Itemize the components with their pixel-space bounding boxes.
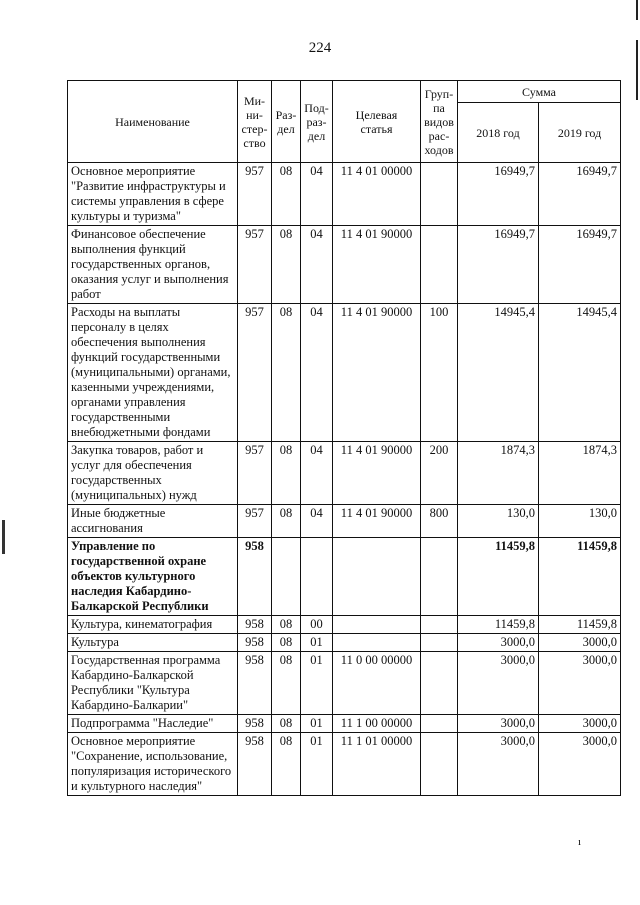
table-row <box>68 163 621 226</box>
header-name: Наименование <box>68 81 238 163</box>
cell-section: 08 <box>272 616 301 634</box>
cell-name: Подпрограмма "Наследие" <box>68 715 238 733</box>
cell-target: 11 0 00 00000 <box>333 652 421 715</box>
cell-ministry: 958 <box>238 634 272 652</box>
cell-name: Управление по государственной охране объектов культурного наследия Кабардино-Балкарской Республики <box>68 538 238 616</box>
cell-ministry: 958 <box>238 733 272 796</box>
table-row <box>68 505 621 538</box>
table-row <box>68 442 621 505</box>
cell-y2019: 3000,0 <box>539 634 621 652</box>
header-year-2018: 2018 год <box>458 103 539 163</box>
cell-y2019: 1874,3 <box>539 442 621 505</box>
cell-ministry: 957 <box>238 304 272 442</box>
cell-y2019: 11459,8 <box>539 616 621 634</box>
cell-ministry: 958 <box>238 715 272 733</box>
cell-subsection: 01 <box>301 733 333 796</box>
cell-section: 08 <box>272 733 301 796</box>
scan-edge-mark <box>2 520 5 554</box>
cell-target <box>333 616 421 634</box>
cell-y2018: 1874,3 <box>458 442 539 505</box>
cell-subsection: 00 <box>301 616 333 634</box>
cell-section <box>272 538 301 616</box>
table-row <box>68 226 621 304</box>
cell-y2018: 3000,0 <box>458 634 539 652</box>
cell-group <box>421 715 458 733</box>
cell-y2018: 130,0 <box>458 505 539 538</box>
cell-name: Иные бюджетные ассигнования <box>68 505 238 538</box>
cell-group: 100 <box>421 304 458 442</box>
cell-subsection: 01 <box>301 652 333 715</box>
header-subsection: Под- раз- дел <box>301 81 333 163</box>
cell-name: Основное мероприятие "Сохранение, использование, популяризация исторического и культурного наследия" <box>68 733 238 796</box>
cell-y2018: 3000,0 <box>458 715 539 733</box>
table-row <box>68 616 621 634</box>
cell-group <box>421 634 458 652</box>
table-row <box>68 715 621 733</box>
cell-group <box>421 733 458 796</box>
cell-group: 800 <box>421 505 458 538</box>
header-group: Груп- па видов рас- ходов <box>421 81 458 163</box>
cell-subsection: 01 <box>301 715 333 733</box>
cell-y2019: 14945,4 <box>539 304 621 442</box>
page-number: 224 <box>308 40 332 56</box>
cell-name: Культура <box>68 634 238 652</box>
cell-name: Основное мероприятие "Развитие инфраструктуры и системы управления в сфере культуры и туризма" <box>68 163 238 226</box>
cell-target: 11 4 01 00000 <box>333 163 421 226</box>
cell-ministry: 957 <box>238 163 272 226</box>
cell-section: 08 <box>272 442 301 505</box>
cell-y2018: 14945,4 <box>458 304 539 442</box>
cell-section: 08 <box>272 226 301 304</box>
cell-subsection: 04 <box>301 442 333 505</box>
cell-ministry: 958 <box>238 538 272 616</box>
cell-subsection: 04 <box>301 505 333 538</box>
cell-ministry: 958 <box>238 616 272 634</box>
cell-section: 08 <box>272 163 301 226</box>
table-row <box>68 538 621 616</box>
cell-ministry: 957 <box>238 442 272 505</box>
cell-section: 08 <box>272 634 301 652</box>
cell-group <box>421 616 458 634</box>
cell-y2019: 130,0 <box>539 505 621 538</box>
cell-target: 11 4 01 90000 <box>333 226 421 304</box>
cell-name: Финансовое обеспечение выполнения функций государственных органов, оказания услуг и выполнения работ <box>68 226 238 304</box>
cell-name: Культура, кинематография <box>68 616 238 634</box>
cell-target: 11 4 01 90000 <box>333 304 421 442</box>
footer-mark: ı <box>578 836 582 848</box>
cell-group <box>421 538 458 616</box>
table-row <box>68 652 621 715</box>
cell-subsection: 04 <box>301 226 333 304</box>
cell-section: 08 <box>272 652 301 715</box>
header-sum: Сумма <box>458 81 621 103</box>
cell-y2019: 16949,7 <box>539 226 621 304</box>
scan-edge-mark <box>636 0 638 20</box>
cell-group <box>421 163 458 226</box>
header-target: Целевая статья <box>333 81 421 163</box>
cell-y2019: 3000,0 <box>539 733 621 796</box>
cell-section: 08 <box>272 715 301 733</box>
table-row <box>68 634 621 652</box>
header-ministry: Ми- ни- стер- ство <box>238 81 272 163</box>
cell-group: 200 <box>421 442 458 505</box>
cell-y2019: 11459,8 <box>539 538 621 616</box>
cell-ministry: 958 <box>238 652 272 715</box>
scan-edge-mark <box>636 40 638 100</box>
cell-y2019: 16949,7 <box>539 163 621 226</box>
cell-ministry: 957 <box>238 505 272 538</box>
cell-group <box>421 652 458 715</box>
header-section: Раз- дел <box>272 81 301 163</box>
cell-y2019: 3000,0 <box>539 715 621 733</box>
cell-target <box>333 634 421 652</box>
cell-y2018: 16949,7 <box>458 226 539 304</box>
cell-target: 11 4 01 90000 <box>333 442 421 505</box>
cell-target: 11 4 01 90000 <box>333 505 421 538</box>
cell-target: 11 1 01 00000 <box>333 733 421 796</box>
table-row <box>68 304 621 442</box>
cell-subsection <box>301 538 333 616</box>
cell-y2018: 16949,7 <box>458 163 539 226</box>
cell-y2018: 3000,0 <box>458 652 539 715</box>
budget-table <box>67 80 621 796</box>
cell-y2018: 11459,8 <box>458 538 539 616</box>
cell-group <box>421 226 458 304</box>
table-row <box>68 733 621 796</box>
cell-name: Расходы на выплаты персоналу в целях обеспечения выполнения функций государственными (муниципальными) органами, казенными учреждениями, органами управления государственными внебюджетными фондами <box>68 304 238 442</box>
cell-subsection: 04 <box>301 163 333 226</box>
cell-subsection: 01 <box>301 634 333 652</box>
cell-target: 11 1 00 00000 <box>333 715 421 733</box>
cell-name: Государственная программа Кабардино-Балкарской Республики "Культура Кабардино-Балкарии" <box>68 652 238 715</box>
cell-ministry: 957 <box>238 226 272 304</box>
cell-subsection: 04 <box>301 304 333 442</box>
cell-y2018: 11459,8 <box>458 616 539 634</box>
cell-target <box>333 538 421 616</box>
cell-y2019: 3000,0 <box>539 652 621 715</box>
header-year-2019: 2019 год <box>539 103 621 163</box>
cell-section: 08 <box>272 505 301 538</box>
cell-y2018: 3000,0 <box>458 733 539 796</box>
cell-section: 08 <box>272 304 301 442</box>
cell-name: Закупка товаров, работ и услуг для обеспечения государственных (муниципальных) нужд <box>68 442 238 505</box>
